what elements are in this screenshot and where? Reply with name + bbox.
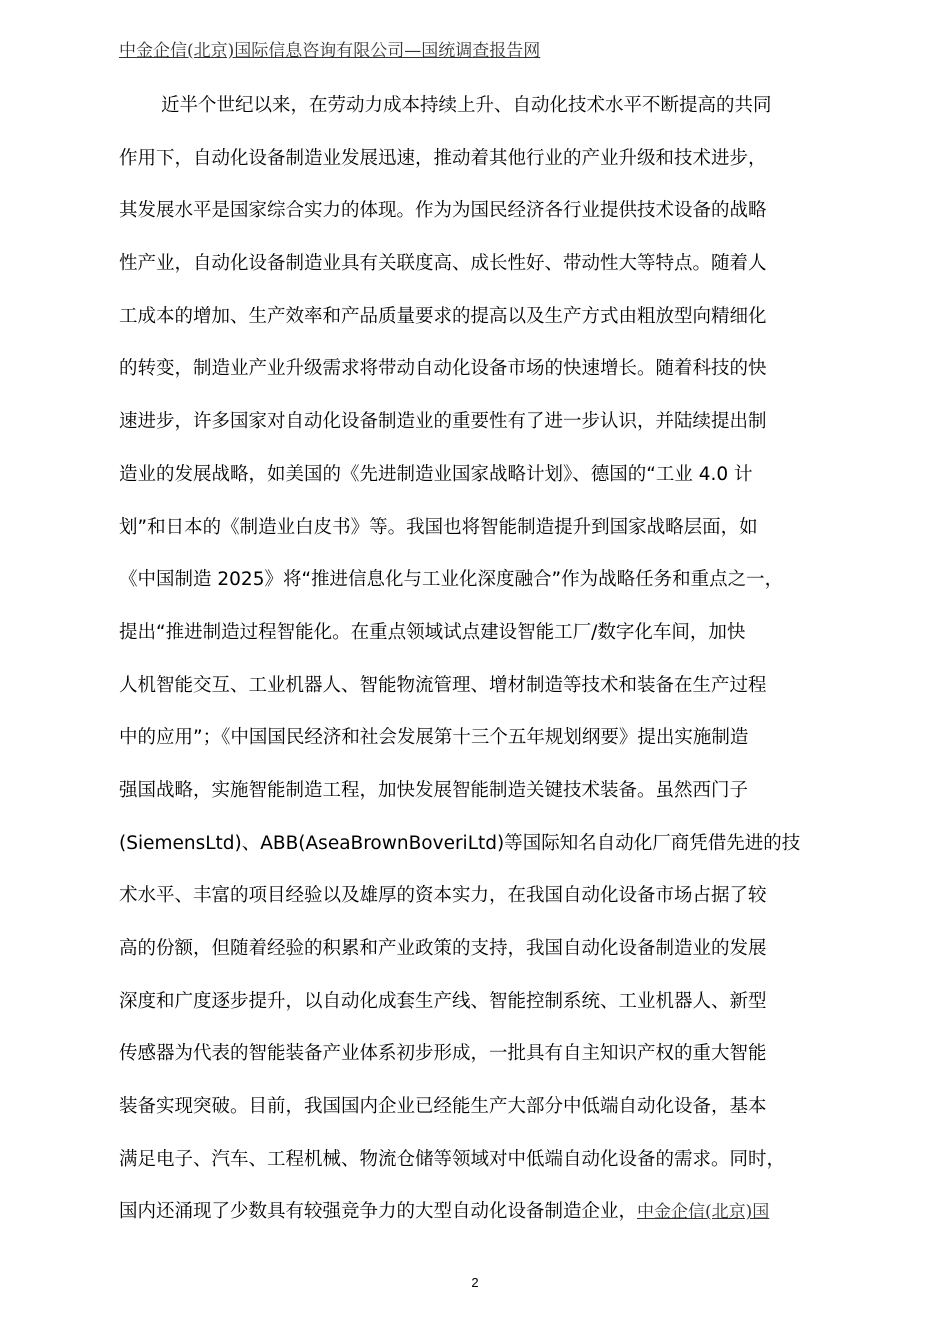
paragraph-line: 性产业，自动化设备制造业具有关联度高、成长性好、带动性大等特点。随着人 [119, 253, 767, 275]
paragraph-line: 术水平、丰富的项目经验以及雄厚的资本实力，在我国自动化设备市场占据了较 [119, 885, 767, 907]
paragraph-line: 划”和日本的《制造业白皮书》等。我国也将智能制造提升到国家战略层面，如 [119, 516, 758, 538]
paragraph-line: 高的份额，但随着经验的积累和产业政策的支持，我国自动化设备制造业的发展 [119, 938, 767, 959]
paragraph-line: 其发展水平是国家综合实力的体现。作为为国民经济各行业提供技术设备的战略 [119, 200, 767, 222]
paragraph-line: 装备实现突破。目前，我国国内企业已经能生产大部分中低端自动化设备，基本 [119, 1096, 767, 1118]
header-company-link[interactable]: 中金企信(北京)国际信息咨询有限公司—国统调查报告网 [119, 41, 541, 61]
paragraph-line: 近半个世纪以来，在劳动力成本持续上升、自动化技术水平不断提高的共同 [161, 95, 772, 116]
paragraph-line: 提出“推进制造过程智能化。在重点领域试点建设智能工厂/数字化车间，加快 [119, 621, 746, 643]
paragraph-line: 强国战略，实施智能制造工程，加快发展智能制造关键技术装备。虽然西门子 [119, 779, 749, 801]
paragraph-line: 速进步，许多国家对自动化设备制造业的重要性有了进一步认识，并陆续提出制 [119, 411, 767, 433]
paragraph-line: 人机智能交互、工业机器人、智能物流管理、增材制造等技术和装备在生产过程 [119, 674, 767, 696]
paragraph-line: 传感器为代表的智能装备产业体系初步形成，一批具有自主知识产权的重大智能 [119, 1043, 767, 1065]
paragraph-line: 的转变，制造业产业升级需求将带动自动化设备市场的快速增长。随着科技的快 [119, 358, 767, 380]
paragraph-line-last [119, 1186, 839, 1239]
paragraph-line: 作用下，自动化设备制造业发展迅速，推动着其他行业的产业升级和技术进步， [119, 147, 767, 169]
paragraph-line: (SiemensLtd)、ABB(AseaBrownBoveriLtd)等国际知名自动化厂商凭借先进的技 [119, 832, 801, 854]
paragraph-line: 满足电子、汽车、工程机械、物流仓储等领域对中低端自动化设备的需求。同时， [119, 1148, 786, 1170]
paragraph-line: 《中国制造 2025》将“推进信息化与工业化深度融合”作为战略任务和重点之一， [119, 569, 784, 591]
paragraph-line: 造业的发展战略，如美国的《先进制造业国家战略计划》、德国的“工业 4.0 计 [119, 463, 753, 485]
page-number: 2 [471, 1275, 479, 1290]
body-paragraph [119, 80, 839, 1239]
paragraph-line: 深度和广度逐步提升，以自动化成套生产线、智能控制系统、工业机器人、新型 [119, 990, 767, 1012]
paragraph-line: 工成本的增加、生产效率和产品质量要求的提高以及生产方式由粗放型向精细化 [119, 305, 767, 327]
inline-company-link[interactable]: 中金企信(北京)国 [637, 1202, 770, 1223]
paragraph-line-text: 国内还涌现了少数具有较强竞争力的大型自动化设备制造企业， [119, 1201, 638, 1223]
paragraph-line: 中的应用”；《中国国民经济和社会发展第十三个五年规划纲要》提出实施制造 [119, 727, 749, 749]
